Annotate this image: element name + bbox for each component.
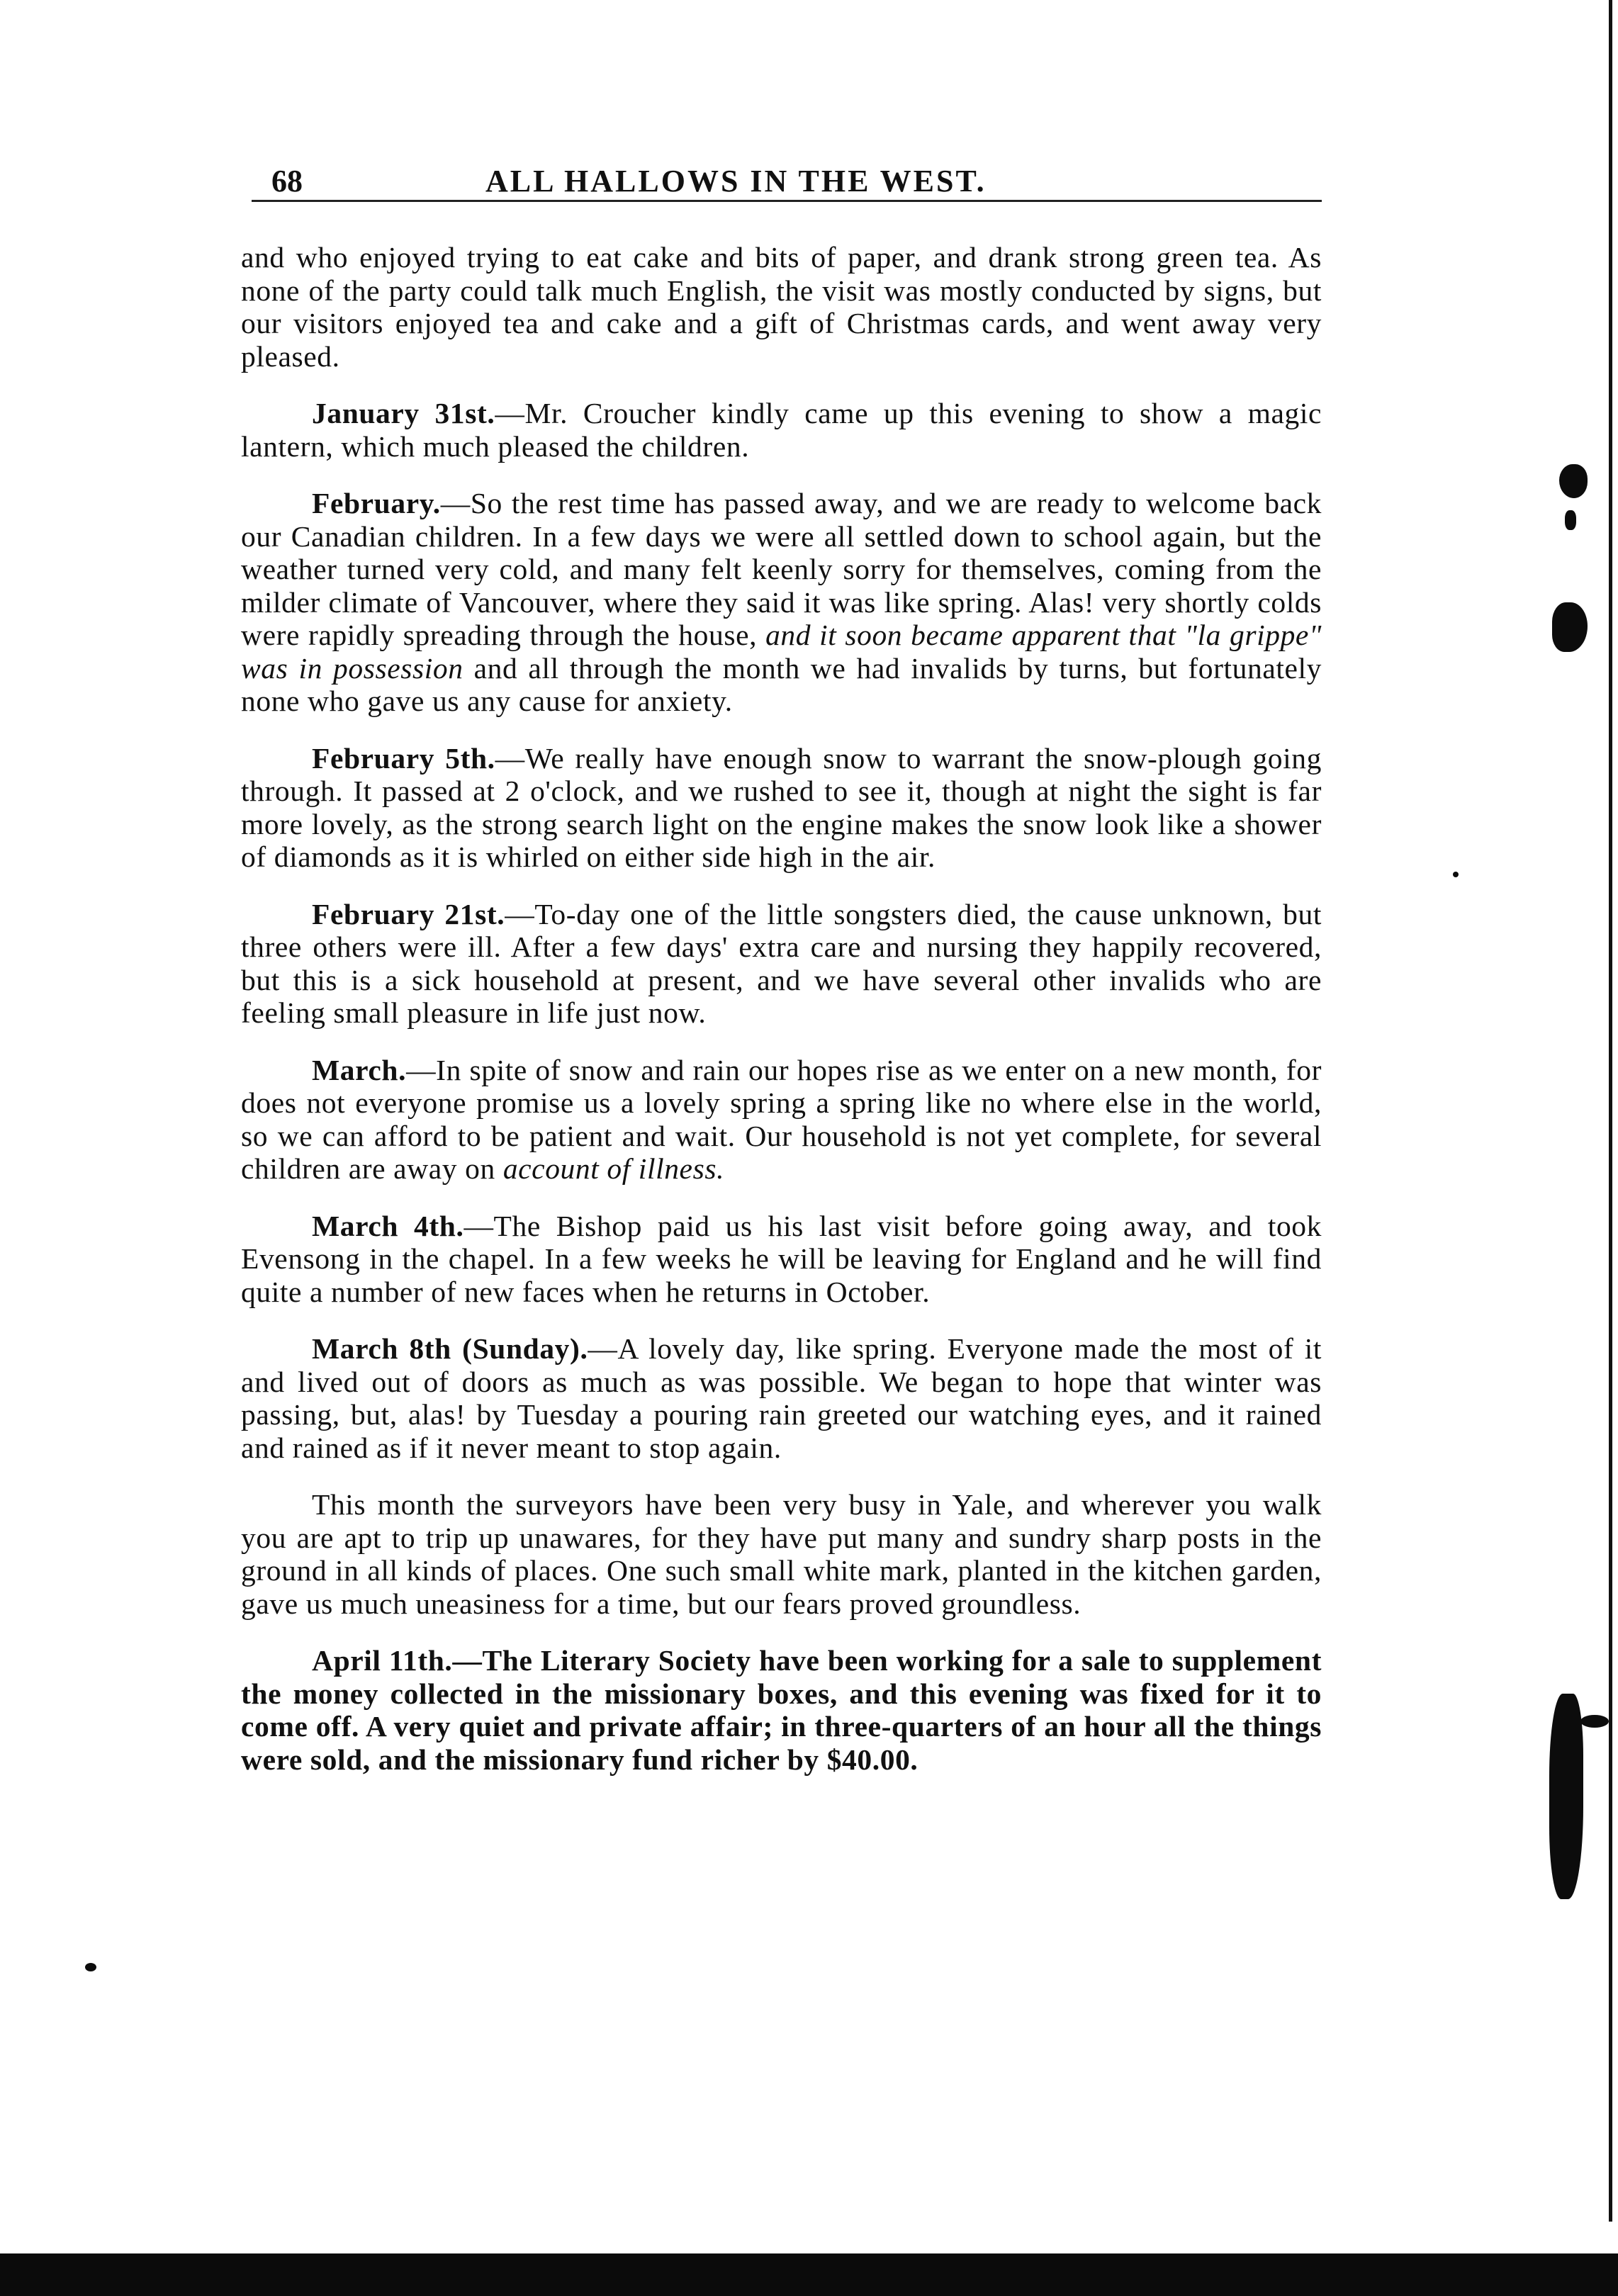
entry-february-21st xyxy=(241,898,1322,1030)
entry-april-11th xyxy=(241,1644,1322,1776)
entry-text: —So the rest time has passed away, and we are ready to welcome back our Canadian children. In a few days we were all settled down to school again, but the weather turned very cold, and many felt keenly sorry for themselves, coming from the milder climate of Vancouver, where they said it was like spring. Alas! very shortly colds were rapidly spreading through the house, xyxy=(241,487,1322,651)
paragraph-text: and who enjoyed trying to eat cake and bits of paper, and drank strong green tea. As none of the party could talk much English, the visit was mostly conducted by signs, but our visitors enjoyed tea and cake and a gift of Christmas cards, and went away very pleased. xyxy=(241,241,1322,373)
ink-blot xyxy=(1549,1694,1583,1899)
entry-march-4th xyxy=(241,1210,1322,1309)
paragraph-continuation xyxy=(241,241,1322,373)
entry-february xyxy=(241,487,1322,718)
entry-march xyxy=(241,1054,1322,1186)
ink-speck xyxy=(85,1963,96,1971)
entry-text: —We really have enough snow to warrant the snow-plough going through. It passed at 2 o'clock, and we rushed to see it, though at night the sight is far more lovely, as the strong search light on the engine makes the snow look like a shower of diamonds as it is whirled on either side high in the air. xyxy=(241,741,1322,873)
entry-text: —To-day one of the little songsters died, the cause unknown, but three others were ill. After a few days' extra care and nursing they happily recovered, but this is a sick household at present, and we have several other invalids who are feeling small pleasure in life just now. xyxy=(241,897,1322,1029)
entry-january-31st xyxy=(241,397,1322,463)
entry-text: —The Bishop paid us his last visit before going away, and took Evensong in the chapel. In a few weeks he will be leaving for England and he will find quite a number of new faces when he returns in October. xyxy=(241,1209,1322,1308)
entry-text: —The Literary Society have been working for a sale to supplement the money collected in the missionary boxes, and this evening was fixed for it to come off. A very quiet and private affair; in three-quarters of an hour all the things were sold, and the missionary fund richer by $40.00. xyxy=(241,1644,1322,1776)
entry-text-tail: and all through the month we had invalids by turns, but fortunately none who gave us any cause for anxiety. xyxy=(241,651,1322,717)
entry-march-8th xyxy=(241,1332,1322,1464)
page-number: 68 xyxy=(271,164,303,198)
ink-blot xyxy=(1565,510,1576,530)
entry-date: March 8th (Sunday). xyxy=(312,1332,588,1365)
running-title: ALL HALLOWS IN THE WEST. xyxy=(485,164,987,198)
ink-speck xyxy=(1453,872,1459,877)
ink-blot xyxy=(1552,602,1588,652)
scan-edge-line xyxy=(1609,0,1612,2222)
entry-date: February 5th. xyxy=(312,741,495,775)
entry-date: February 21st. xyxy=(312,897,505,930)
entry-text: —Mr. Croucher kindly came up this evening to show a magic lantern, which much pleased the children. xyxy=(241,397,1322,463)
paragraph-surveyors xyxy=(241,1488,1322,1620)
entry-date: March 4th. xyxy=(312,1209,464,1242)
entry-date: January 31st. xyxy=(312,397,495,429)
entry-text: —A lovely day, like spring. Everyone made the most of it and lived out of doors as much as was possible. We began to hope that winter was passing, but, alas! by Tuesday a pouring rain greeted our watching eyes, and it rained and rained as if it never meant to stop again. xyxy=(241,1332,1322,1464)
page-header xyxy=(252,156,1322,202)
body-text xyxy=(241,241,1322,1800)
paragraph-text: This month the surveyors have been very busy in Yale, and wherever you walk you are apt to trip up unawares, for they have put many and sundry sharp posts in the ground in all kinds of places. One such small white mark, planted in the kitchen garden, gave us much uneasiness for a time, but our fears proved groundless. xyxy=(241,1488,1322,1620)
entry-date: February. xyxy=(312,487,441,519)
entry-february-5th xyxy=(241,742,1322,874)
entry-italic-text: account of illness. xyxy=(502,1152,725,1185)
entry-text: —In spite of snow and rain our hopes rise as we enter on a new month, for does not everyone promise us a lovely spring a spring like no where else in the world, so we can afford to be patient and wait. Our household is not yet complete, for several children are away on xyxy=(241,1053,1322,1185)
entry-date: March. xyxy=(312,1053,407,1086)
ink-blot xyxy=(1559,464,1588,498)
entry-italic-text: and it soon became apparent that "la grippe" was in possession xyxy=(241,619,1322,685)
entry-date: April 11th. xyxy=(312,1644,453,1677)
scan-bottom-bar xyxy=(0,2253,1618,2296)
ink-blot xyxy=(1580,1715,1609,1728)
